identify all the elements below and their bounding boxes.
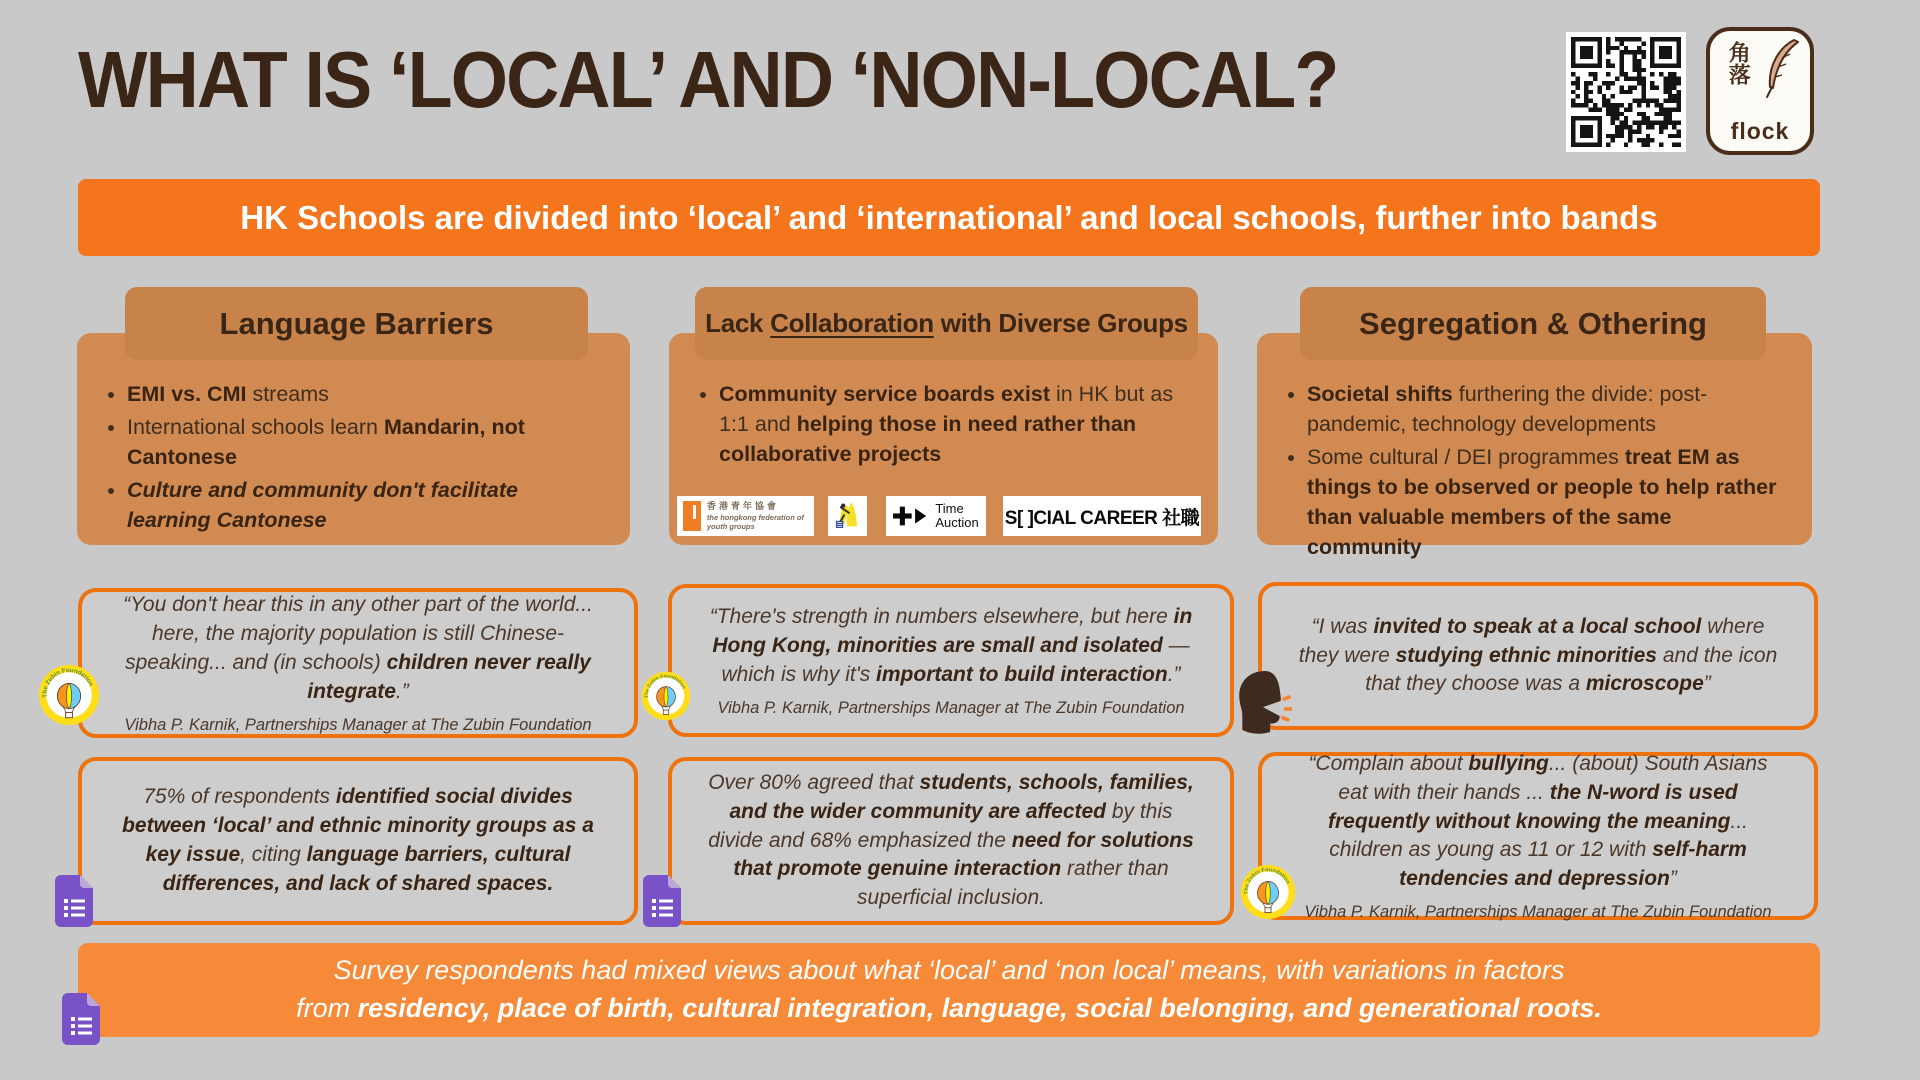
stat-box-2	[668, 757, 1234, 925]
tab-language-barriers-label: Language Barriers	[219, 305, 494, 341]
zubin-foundation-logo	[38, 664, 100, 726]
quote-attribution: Vibha P. Karnik, Partnerships Manager at The Zubin Foundation	[124, 715, 592, 734]
quote-text: “I was invited to speak at a local school where they were studying ethnic minorities and the icon that they choose was a microscope”	[1298, 614, 1778, 696]
quote-text: “Complain about bullying... (about) South Asians eat with their hands ... the N-word is used frequently without knowing the meaning... children as young as 11 or 12 with self-harm tendencies and depression”	[1308, 751, 1768, 891]
tab-lack-collaboration	[695, 287, 1198, 360]
list-item: • Community service boards exist in HK but as 1:1 and helping those in need rather than collaborative projects	[719, 379, 1194, 469]
stat-text: 75% of respondents identified social divides between ‘local’ and ethnic minority groups as a key issue, citing language barriers, cultural differences, and lack of shared spaces.	[122, 785, 594, 895]
column-segregation-othering	[1257, 333, 1812, 560]
zubin-foundation-logo	[641, 671, 691, 721]
list-item: • Culture and community don't facilitate learning Cantonese	[127, 475, 606, 535]
flock-logo-chinese: 角落	[1726, 41, 1752, 85]
time-auction-logo	[886, 496, 986, 536]
quote-box-1	[78, 588, 638, 738]
flock-logo-name: flock	[1730, 118, 1790, 144]
list-item: • EMI vs. CMI streams	[127, 379, 606, 409]
quote-text: “You don't hear this in any other part of the world... here, the majority population is still Chinese-speaking... and (in schools) children never really integrate.”	[123, 593, 593, 703]
zubin-foundation-logo	[1240, 864, 1296, 920]
lack-collaboration-list	[697, 379, 1194, 469]
quote-box-3	[1258, 582, 1818, 730]
tab-segregation-othering	[1300, 287, 1766, 360]
social-career-label: S[ ]CIAL CAREER 社職	[1004, 507, 1200, 529]
hkfyg-logo	[677, 496, 814, 536]
list-item: • Societal shifts furthering the divide: post-pandemic, technology developments	[1307, 379, 1788, 439]
bottom-banner	[78, 943, 1820, 1037]
qr-code	[1566, 32, 1686, 152]
qr-code-svg	[1571, 37, 1681, 147]
tab-language-barriers	[125, 287, 588, 360]
tab-segregation-othering-label: Segregation & Othering	[1359, 305, 1707, 341]
top-banner	[78, 179, 1820, 256]
hkfyg-volunteer-logo	[828, 496, 867, 536]
hkfyg-name-chinese: 香港青年協會	[706, 500, 779, 511]
quote-attribution: Vibha P. Karnik, Partnerships Manager at The Zubin Foundation	[717, 698, 1185, 717]
language-barriers-list	[105, 379, 606, 535]
time-auction-line1: Time	[935, 501, 964, 517]
hkfyg-logo-mark	[683, 501, 701, 531]
feather-icon	[1760, 37, 1802, 103]
bottom-banner-line2: from residency, place of birth, cultural integration, language, social belonging, and generational roots.	[296, 993, 1602, 1023]
time-auction-logo-mark	[893, 505, 927, 527]
list-item: • Some cultural / DEI programmes treat EM as things to be observed or people to help rather than valuable members of the same community	[1307, 442, 1788, 562]
segregation-othering-list	[1285, 379, 1788, 563]
tab-lack-collaboration-label: Lack Collaboration with Diverse Groups	[705, 308, 1188, 338]
social-career-logo	[1003, 496, 1201, 536]
top-banner-text: HK Schools are divided into ‘local’ and ‘international’ and local schools, further into bands	[240, 198, 1658, 236]
quote-box-2	[668, 584, 1234, 737]
hkfyg-name-english: the hongkong federation of youth groups	[706, 512, 804, 532]
google-forms-icon	[62, 992, 100, 1046]
stat-text: Over 80% agreed that students, schools, families, and the wider community are affected by this divide and 68% emphasized the need for solutions that promote genuine interaction rather than superficial inclusion.	[708, 770, 1194, 910]
quote-box-4	[1258, 752, 1818, 920]
quote-text: “There's strength in numbers elsewhere, but here in Hong Kong, minorities are small and isolated — which is why it's important to build interaction.”	[709, 605, 1193, 686]
page-title: WHAT IS ‘LOCAL’ AND ‘NON-LOCAL?	[78, 35, 1338, 124]
list-item: • International schools learn Mandarin, not Cantonese	[127, 412, 606, 472]
stat-box-1	[78, 757, 638, 925]
google-forms-icon	[55, 874, 93, 928]
bottom-banner-line1: Survey respondents had mixed views about what ‘local’ and ‘non local’ means, with variations in factors	[333, 955, 1565, 986]
column-language-barriers	[77, 333, 630, 545]
quote-attribution: Vibha P. Karnik, Partnerships Manager at The Zubin Foundation	[1304, 903, 1772, 922]
time-auction-line2: Auction	[935, 515, 979, 530]
flock-logo	[1706, 27, 1814, 155]
speaking-head-icon	[1236, 670, 1292, 734]
volunteer-logo-mark	[832, 500, 864, 532]
google-forms-icon	[643, 874, 681, 928]
